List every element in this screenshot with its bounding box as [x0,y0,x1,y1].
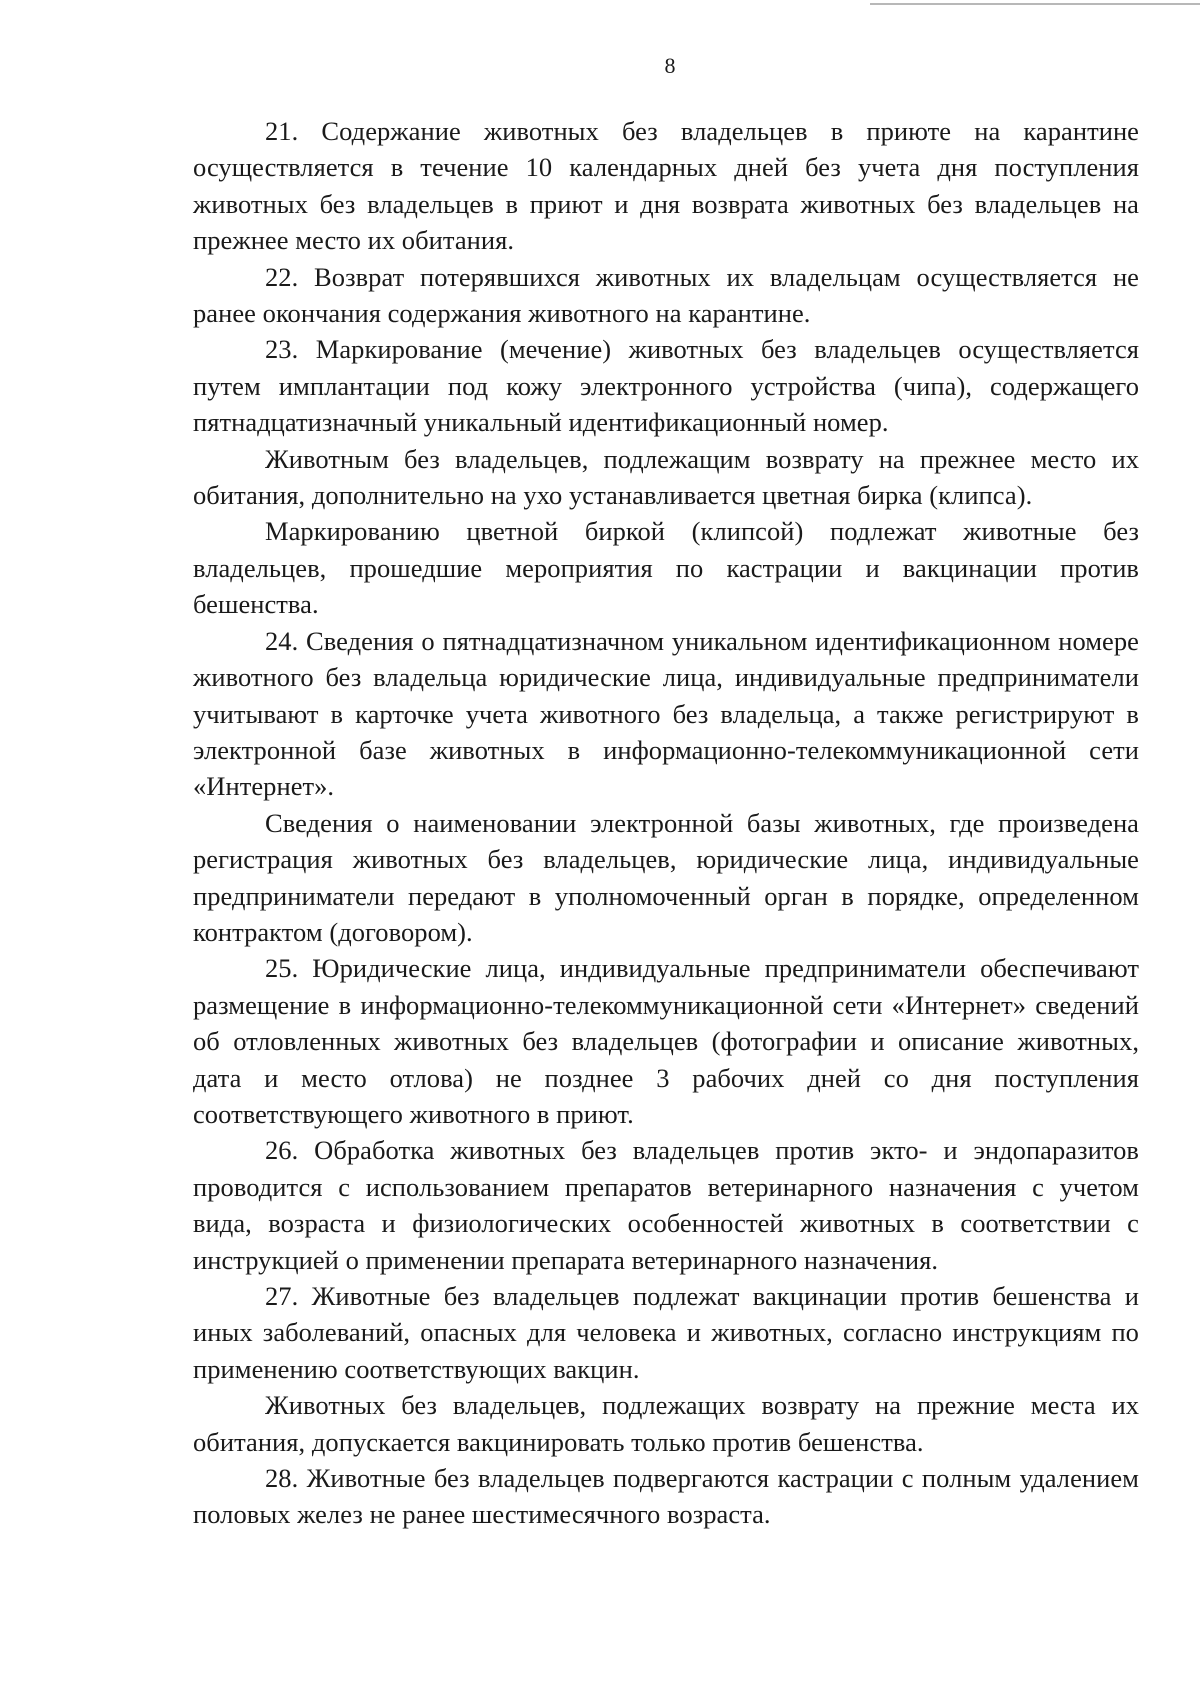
document-body [193,113,1139,1533]
paragraph-23-marking: Маркированию цветной биркой (клипсой) подлежат животные без владельцев, прошедшие мероприятия по кастрации и вакцинации против бешенства. [193,516,1139,620]
paragraph-25: 25. Юридические лица, индивидуальные предприниматели обеспечивают размещение в информационно-телекоммуникационной сети «Интернет» сведений об отловленных животных без владельцев (фотографии и описание животных, дата и место отлова) не позднее 3 рабочих дней со дня поступления соответствующего животного в приют. [193,953,1139,1129]
paragraph-27-rabies: Животных без владельцев, подлежащих возврату на прежние места их обитания, допускается вакцинировать только против бешенства. [193,1390,1139,1457]
paragraph-23-ear-tag: Животным без владельцев, подлежащим возврату на прежнее место их обитания, дополнительно на ухо устанавливается цветная бирка (клипса). [193,443,1139,511]
paragraph-24: 24. Сведения о пятнадцатизначном уникальном идентификационном номере животного без владельца юридические лица, индивидуальные предприниматели учитывают в карточке учета животного без владельца, а также регистрируют в электронной базе животных в информационно-телекоммуникационной сети «Интернет». [193,625,1139,802]
page-number: 8 [664,53,676,78]
paragraph-26: 26. Обработка животных без владельцев против экто- и эндопаразитов проводится с использованием препаратов ветеринарного назначения с учетом вида, возраста и физиологических особенностей животных в соответствии с инструкцией о применении препарата ветеринарного назначения. [193,1135,1139,1275]
paragraph-28: 28. Животные без владельцев подвергаются кастрации с полным удалением половых желез не ранее шестимесячного возраста. [193,1463,1139,1530]
scan-edge-line [870,3,1200,5]
paragraph-27: 27. Животные без владельцев подлежат вакцинации против бешенства и иных заболеваний, опасных для человека и животных, согласно инструкциям по применению соответствующих вакцин. [193,1281,1139,1384]
paragraph-21: 21. Содержание животных без владельцев в приюте на карантине осуществляется в течение 10 календарных дней без учета дня поступления животных без владельцев в приют и дня возврата животных без владельцев на прежнее место их обитания. [193,116,1139,256]
paragraph-23: 23. Маркирование (мечение) животных без владельцев осуществляется путем имплантации под кожу электронного устройства (чипа), содержащего пятнадцатизначный уникальный идентификационный номер. [193,334,1139,438]
paragraph-22: 22. Возврат потерявшихся животных их владельцам осуществляется не ранее окончания содержания животного на карантине. [193,261,1139,329]
paragraph-24-database: Сведения о наименовании электронной базы животных, где произведена регистрация животных без владельцев, юридические лица, индивидуальные предприниматели передают в уполномоченный орган в порядке, определенном контрактом (договором). [193,807,1139,947]
